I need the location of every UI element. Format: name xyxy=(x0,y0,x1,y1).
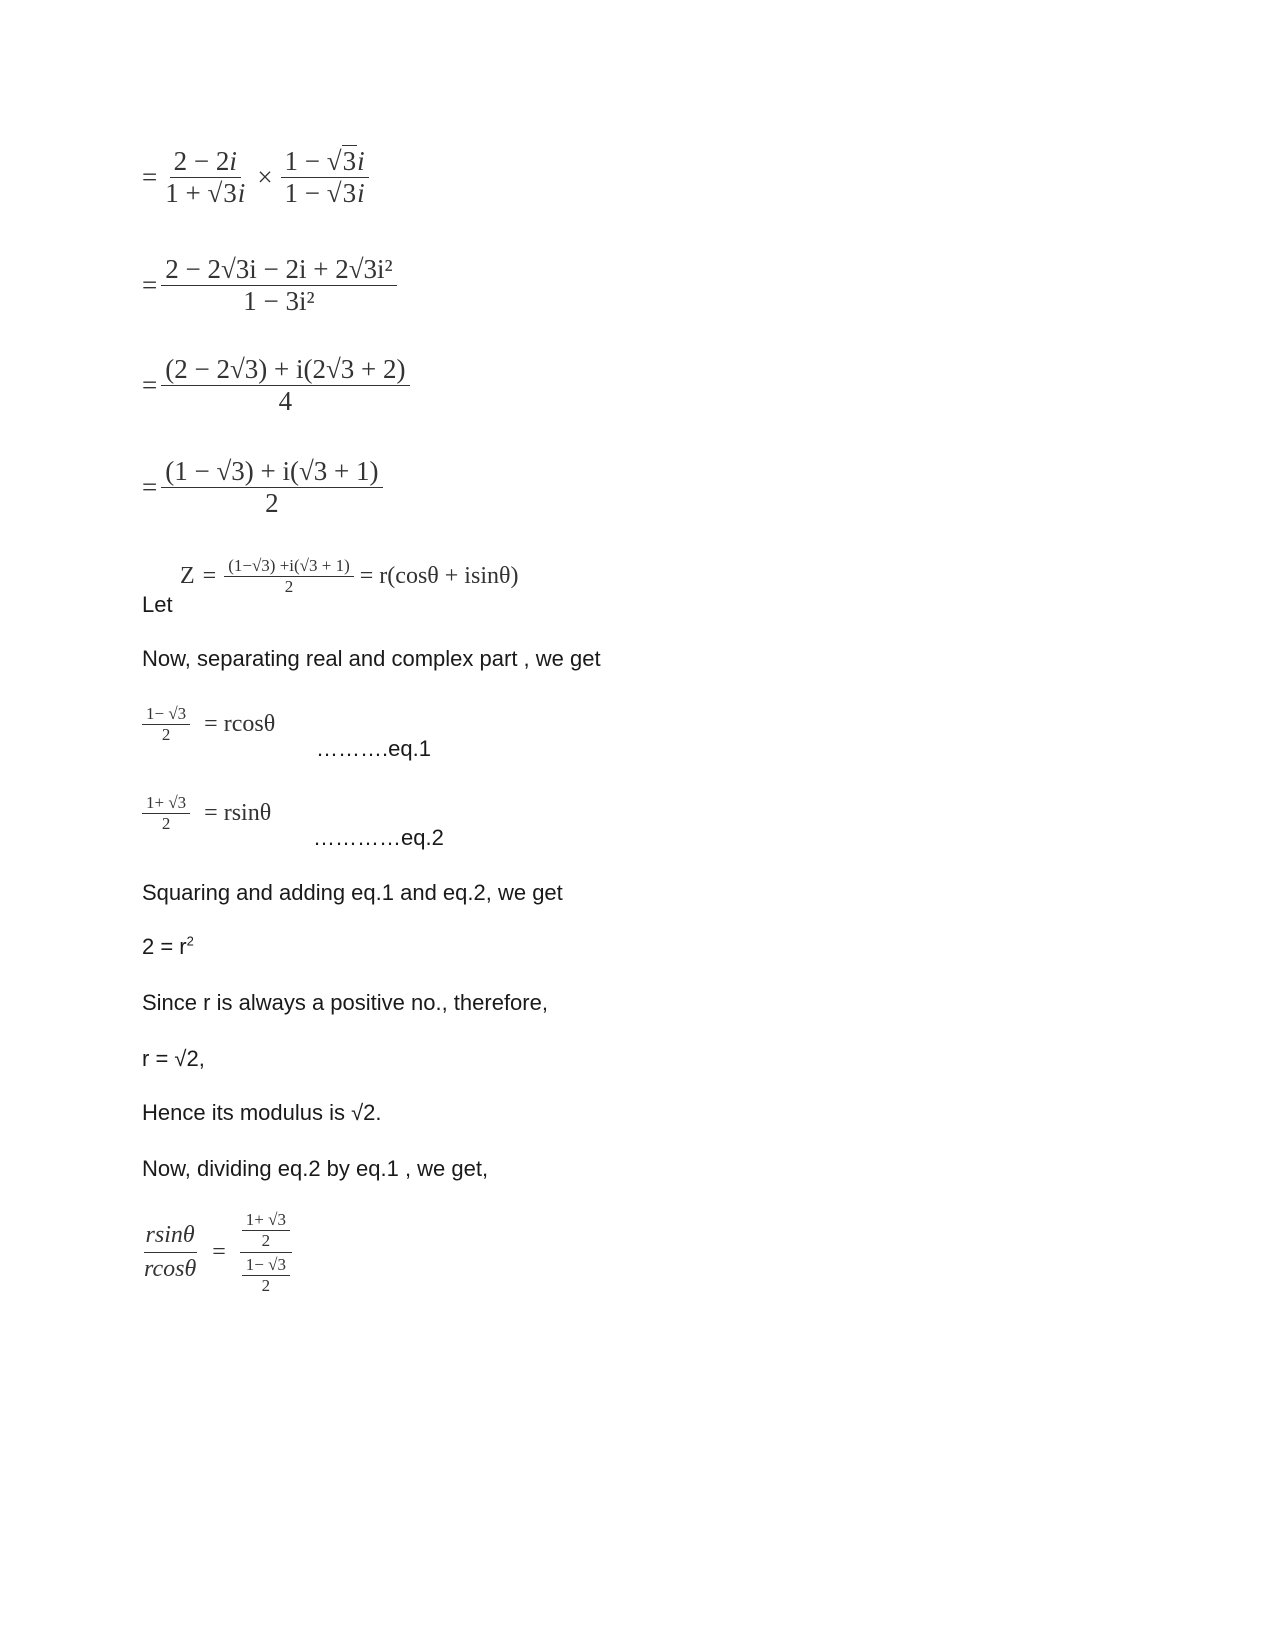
times-sign: × xyxy=(257,162,273,193)
fraction-simplified xyxy=(161,354,409,417)
equation-let-z xyxy=(142,556,842,620)
fraction-denominator: 2 xyxy=(284,576,294,596)
text-r-squared xyxy=(142,934,194,960)
text-dividing: Now, dividing eq.2 by eq.1 , we get, xyxy=(142,1156,489,1181)
inner-top-numerator: 1+ √3 xyxy=(242,1210,290,1231)
equals-sign: = xyxy=(142,472,158,503)
fraction-reduced xyxy=(161,456,382,519)
rsin-theta: = rsinθ xyxy=(204,799,272,826)
equals-sign: = xyxy=(142,162,158,193)
equation-eq2 xyxy=(142,793,271,833)
fraction-eq2 xyxy=(142,793,190,833)
compound-denominator xyxy=(240,1253,292,1295)
fraction-denominator: 2 xyxy=(161,724,171,744)
rcos-theta: = rcosθ xyxy=(204,710,276,737)
equation-simplified xyxy=(142,354,410,417)
z-symbol: Z xyxy=(180,562,195,589)
let-label: Let xyxy=(142,592,173,617)
equation-multiply-conjugate xyxy=(142,146,369,209)
equation-eq1 xyxy=(142,704,275,744)
fraction-denominator: 2 xyxy=(161,813,171,833)
equation-division xyxy=(142,1210,292,1295)
text-modulus: Hence its modulus is √2. xyxy=(142,1100,382,1125)
compound-numerator xyxy=(240,1210,292,1253)
text-r-value: r = √2, xyxy=(142,1046,205,1071)
r-squared-base: 2 = r xyxy=(142,934,187,959)
fraction-z xyxy=(224,556,354,596)
fraction-rhs-compound xyxy=(240,1210,292,1295)
fraction-numerator: 1+ √3 xyxy=(142,793,190,814)
equals-sign: = xyxy=(142,370,158,401)
fraction-1 xyxy=(161,146,249,209)
inner-bottom-numerator: 1− √3 xyxy=(242,1255,290,1276)
polar-form: = r(cosθ + isinθ) xyxy=(359,562,519,589)
fraction-numerator: 2 − 2√3i − 2i + 2√3i² xyxy=(161,254,396,286)
fraction-2-denominator: 1 − √3i xyxy=(284,178,365,209)
fraction-2 xyxy=(281,146,369,209)
fraction-1-denominator: 1 + √3i xyxy=(165,178,246,209)
fraction-denominator: rcosθ xyxy=(144,1256,197,1283)
text-since: Since r is always a positive no., therefore, xyxy=(142,990,548,1015)
fraction-1-numerator: 2 − 2i xyxy=(170,146,241,178)
equals-sign: = xyxy=(142,270,158,301)
eq2-tag: …………eq.2 xyxy=(313,825,444,850)
fraction-eq1 xyxy=(142,704,190,744)
text-squaring: Squaring and adding eq.1 and eq.2, we get xyxy=(142,880,563,905)
inner-fraction-bottom xyxy=(242,1255,290,1295)
inner-fraction-top xyxy=(242,1210,290,1250)
equation-expanded xyxy=(142,254,397,317)
fraction-numerator: (2 − 2√3) + i(2√3 + 2) xyxy=(161,354,409,386)
fraction-numerator: (1 − √3) + i(√3 + 1) xyxy=(161,456,382,488)
fraction-denominator: 4 xyxy=(278,386,293,417)
r-squared-exponent: 2 xyxy=(186,933,194,949)
z-definition xyxy=(180,556,518,596)
fraction-numerator: 1− √3 xyxy=(142,704,190,725)
equation-reduced xyxy=(142,456,383,519)
fraction-denominator: 1 − 3i² xyxy=(243,286,315,317)
fraction-numerator: (1−√3) +i(√3 + 1) xyxy=(224,556,354,577)
eq1-tag: ……….eq.1 xyxy=(316,736,431,761)
equals-sign: = xyxy=(212,1239,226,1266)
inner-bottom-denominator: 2 xyxy=(261,1275,271,1295)
fraction-2-numerator: 1 − √3i xyxy=(281,146,369,178)
text-separating: Now, separating real and complex part , we get xyxy=(142,646,601,671)
fraction-lhs xyxy=(142,1222,198,1284)
inner-top-denominator: 2 xyxy=(261,1230,271,1250)
equals-sign: = xyxy=(202,562,217,589)
fraction-expanded xyxy=(161,254,396,317)
fraction-numerator: rsinθ xyxy=(144,1222,197,1254)
fraction-denominator: 2 xyxy=(265,488,279,519)
